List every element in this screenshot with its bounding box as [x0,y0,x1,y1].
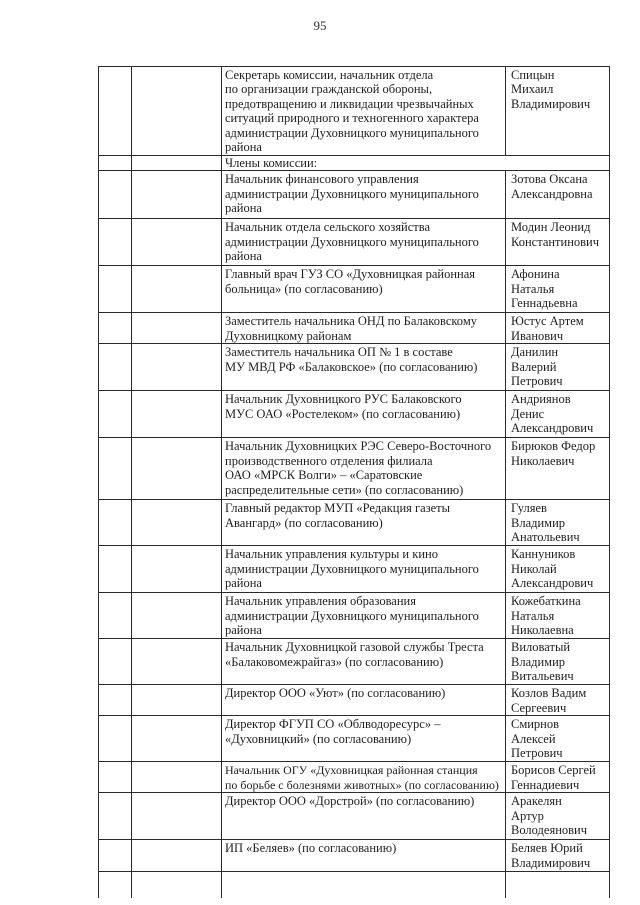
position-cell: Начальник финансового управления администрации Духовницкого муниципального района [222,171,506,219]
table-row [99,391,610,438]
number-cell [99,593,132,639]
number-cell [99,171,132,219]
number-cell [99,793,132,840]
number-cell [99,266,132,313]
members-header: Члены комиссии: [222,156,610,171]
position-cell: Начальник Духовницких РЭС Северо-Восточного производственного отделения филиала ОАО «МРСК Волги» – «Саратовские распределительные сети» (по согласованию) [222,438,506,500]
number-cell [99,685,132,716]
blank-cell [132,639,222,685]
number-cell [99,872,132,898]
name-cell: Козлов Вадим Сергеевич [506,685,610,716]
blank-cell [506,872,610,898]
name-cell: Спицын Михаил Владимирович [506,67,610,156]
table-row [99,313,610,344]
position-cell: Заместитель начальника ОНД по Балаковскому Духовницкому районам [222,313,506,344]
blank-cell [132,344,222,391]
blank-cell [132,716,222,762]
blank-cell [132,593,222,639]
table-row [99,438,610,500]
table-row [99,762,610,793]
table-row [99,266,610,313]
blank-cell [132,840,222,872]
number-cell [99,219,132,266]
blank-cell [132,546,222,593]
table-row [99,716,610,762]
position-cell: Главный редактор МУП «Редакция газеты Авангард» (по согласованию) [222,500,506,546]
table-row [99,500,610,546]
name-cell: Кожебаткина Наталья Николаевна [506,593,610,639]
blank-cell [132,67,222,156]
name-cell: Виловатый Владимир Витальевич [506,639,610,685]
position-cell: Начальник управления культуры и кино администрации Духовницкого муниципального района [222,546,506,593]
position-cell: Начальник Духовницкой газовой службы Треста «Балаковомежрайгаз» (по согласованию) [222,639,506,685]
table-row [99,67,610,156]
table-row [99,344,610,391]
position-cell: Директор ООО «Дорстрой» (по согласованию) [222,793,506,840]
position-cell: ИП «Беляев» (по согласованию) [222,840,506,872]
name-cell: Гуляев Владимир Анатольевич [506,500,610,546]
name-cell: Данилин Валерий Петрович [506,344,610,391]
name-cell: Юстус Артем Иванович [506,313,610,344]
position-cell: Заместитель начальника ОП № 1 в составе МУ МВД РФ «Балаковское» (по согласованию) [222,344,506,391]
section-header-row [99,156,610,171]
table-row [99,685,610,716]
position-cell: Директор ООО «Уют» (по согласованию) [222,685,506,716]
position-cell: Директор ФГУП СО «Облводоресурс» – «Духовницкий» (по согласованию) [222,716,506,762]
blank-cell [132,762,222,793]
position-cell: Начальник отдела сельского хозяйства администрации Духовницкого муниципального района [222,219,506,266]
blank-cell [132,391,222,438]
blank-cell [132,872,222,898]
number-cell [99,391,132,438]
page-number: 95 [313,18,327,33]
position-cell: Главный врач ГУЗ СО «Духовницкая районная больница» (по согласованию) [222,266,506,313]
blank-cell [132,171,222,219]
number-cell [99,344,132,391]
blank-cell [132,156,222,171]
number-cell [99,546,132,593]
name-cell: Бирюков Федор Николаевич [506,438,610,500]
position-cell: Начальник управления образования администрации Духовницкого муниципального района [222,593,506,639]
name-cell: Каннуников Николай Александрович [506,546,610,593]
number-cell [99,500,132,546]
blank-cell [132,266,222,313]
table-row [99,639,610,685]
name-cell: Андриянов Денис Александрович [506,391,610,438]
blank-cell [132,685,222,716]
position-cell: Начальник Духовницкого РУС Балаковского МУС ОАО «Ростелеком» (по согласованию) [222,391,506,438]
number-cell [99,840,132,872]
table-row [99,171,610,219]
blank-cell [132,219,222,266]
number-cell [99,438,132,500]
name-cell: Беляев Юрий Владимирович [506,840,610,872]
name-cell: Аракелян Артур Володеянович [506,793,610,840]
blank-cell [132,438,222,500]
number-cell [99,313,132,344]
table-row [99,593,610,639]
name-cell: Зотова Оксана Александровна [506,171,610,219]
number-cell [99,716,132,762]
table-row [99,840,610,872]
name-cell: Смирнов Алексей Петрович [506,716,610,762]
table-row [99,793,610,840]
name-cell: Афонина Наталья Геннадьевна [506,266,610,313]
table-row [99,546,610,593]
table-tail-row [99,872,610,898]
position-cell: Начальник ОГУ «Духовницкая районная станция по борьбе с болезнями животных» (по согласованию) [222,762,506,793]
name-cell: Борисов Сергей Геннадиевич [506,762,610,793]
number-cell [99,67,132,156]
name-cell: Модин Леонид Константинович [506,219,610,266]
blank-cell [222,872,506,898]
number-cell [99,762,132,793]
blank-cell [132,793,222,840]
table-row [99,219,610,266]
commission-table [98,66,610,898]
number-cell [99,639,132,685]
number-cell [99,156,132,171]
blank-cell [132,313,222,344]
blank-cell [132,500,222,546]
position-cell: Секретарь комиссии, начальник отдела по организации гражданской обороны, предотвращению и ликвидации чрезвычайных ситуаций природного и техногенного характера администрации Духовницкого муниципального района [222,67,506,156]
